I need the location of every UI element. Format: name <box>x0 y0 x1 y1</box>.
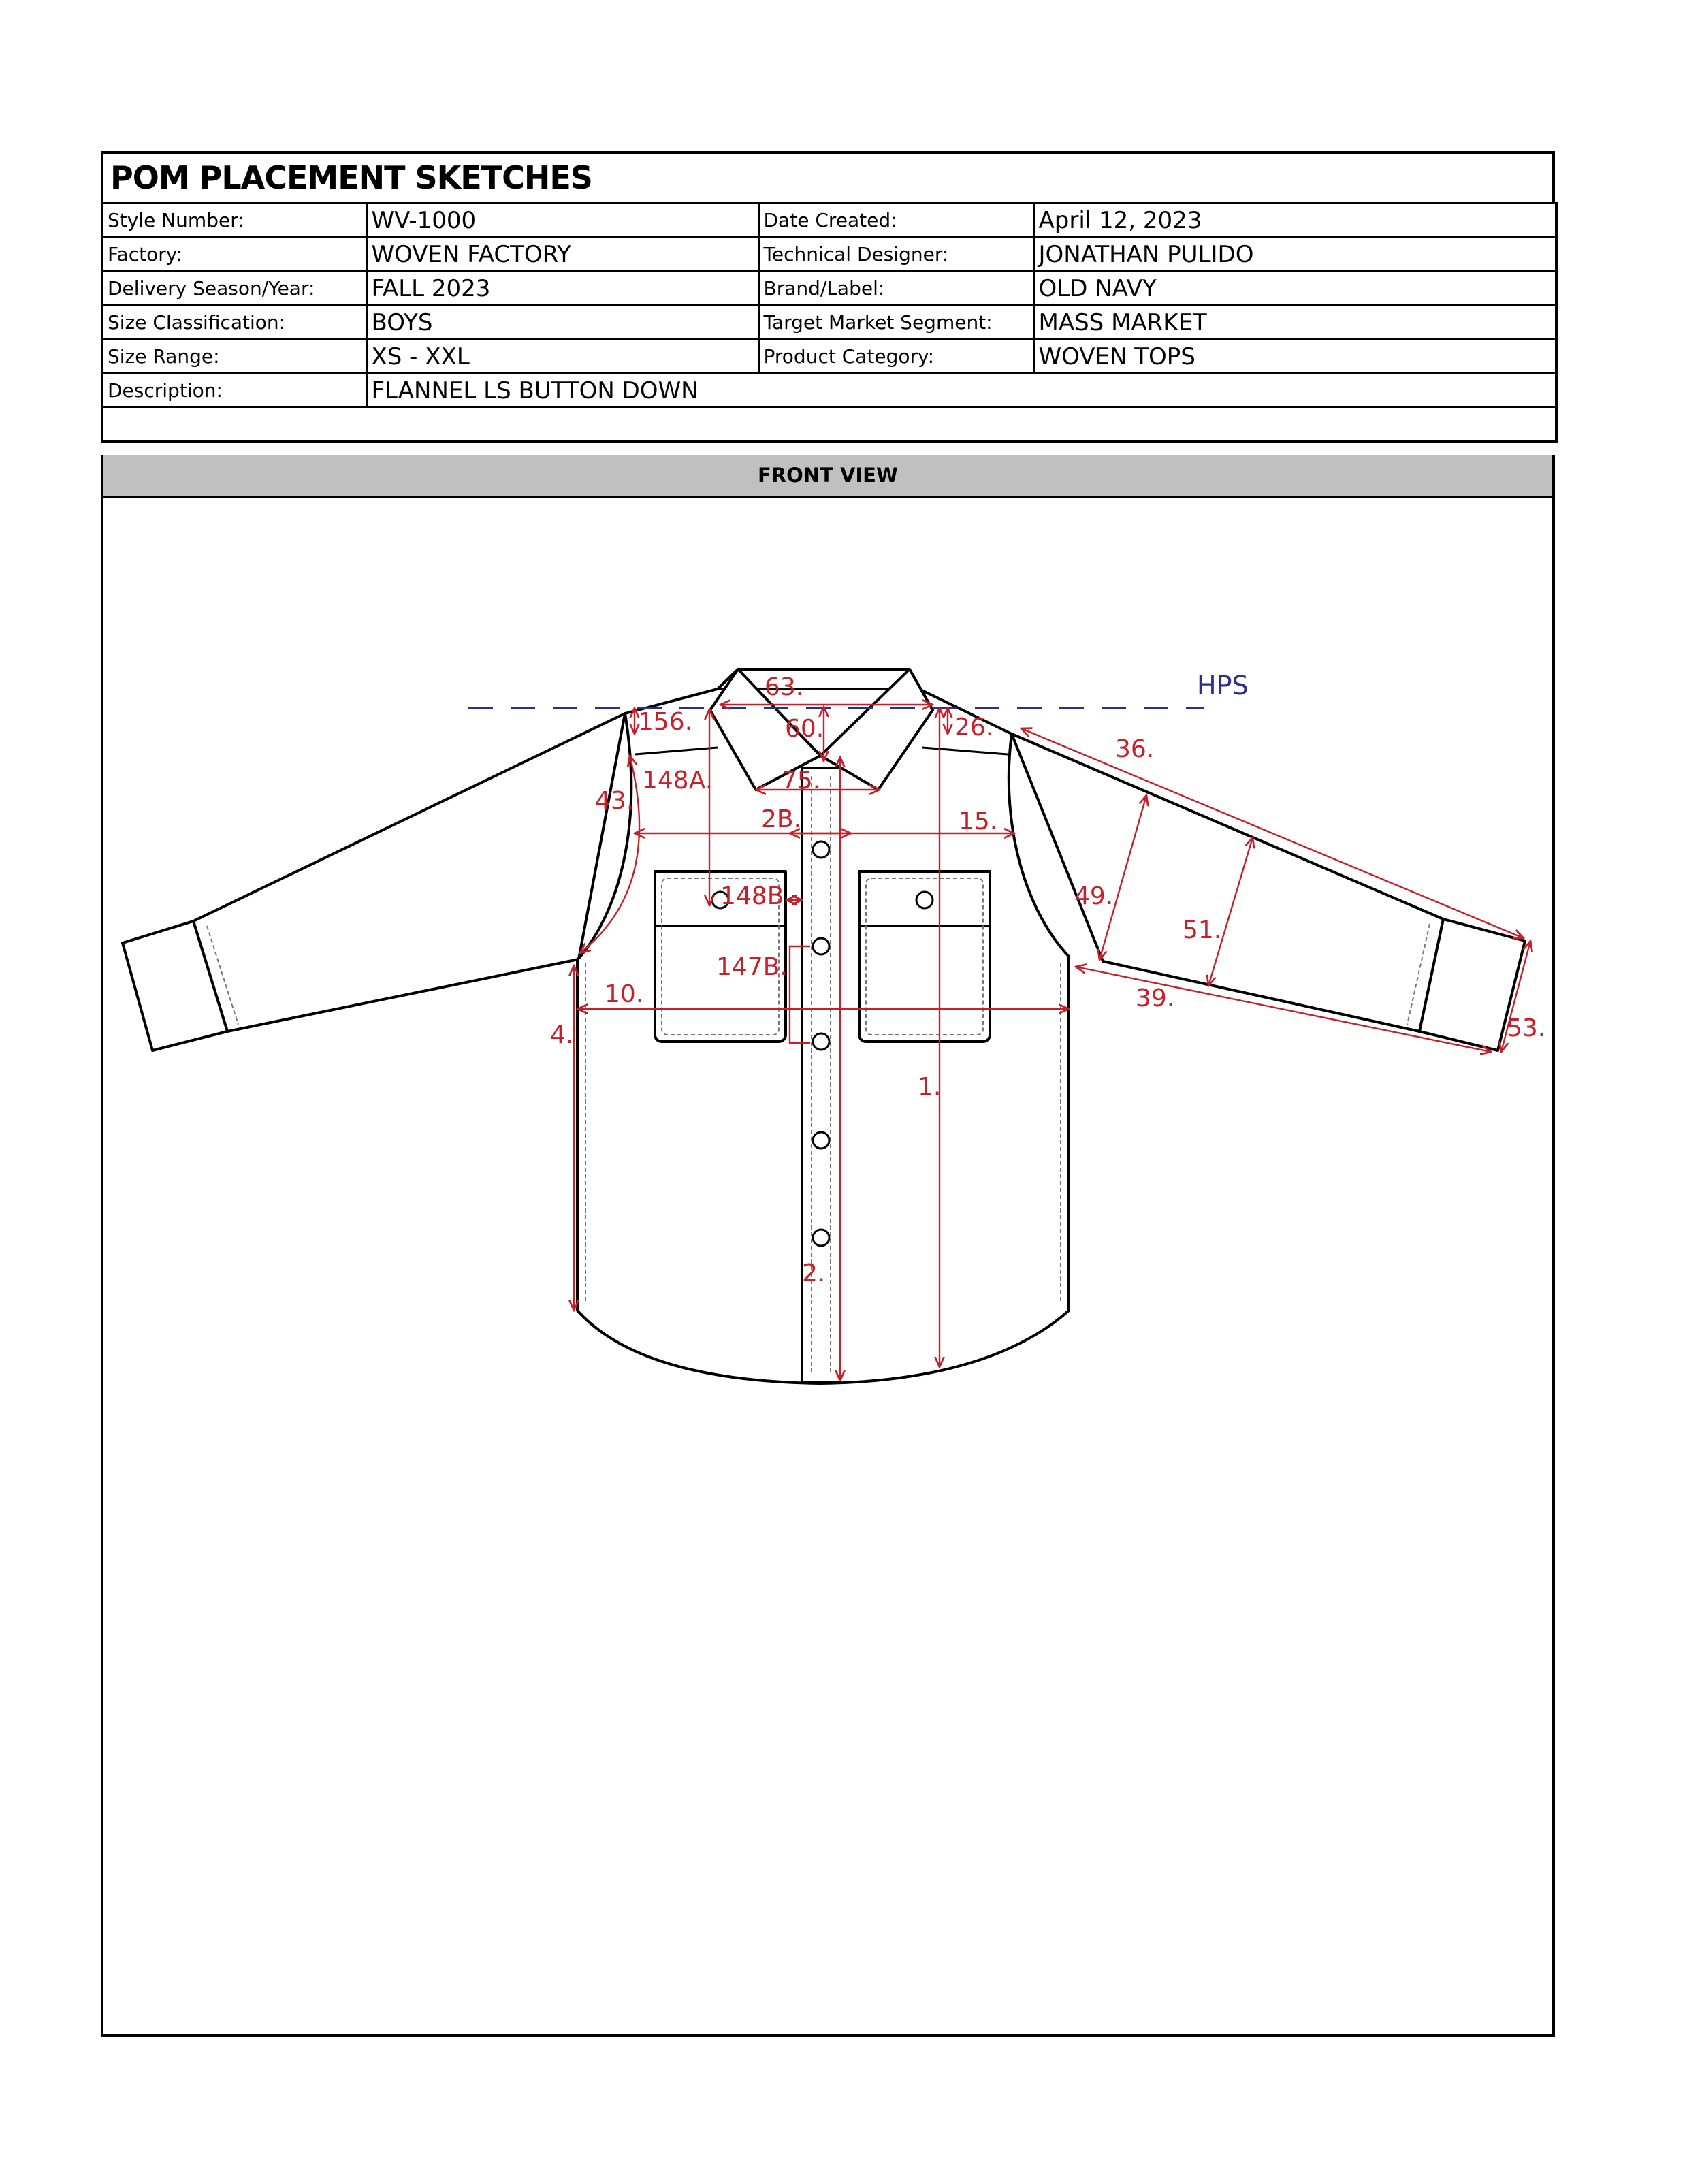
pom-label-75: 75. <box>782 767 821 794</box>
target-market-value[interactable]: MASS MARKET <box>1033 306 1556 340</box>
pom-label-36: 36. <box>1115 735 1155 763</box>
hps-label: HPS <box>1197 671 1249 701</box>
pom-label-148b: 148B <box>720 882 784 910</box>
size-range-label: Size Range: <box>102 340 366 374</box>
technical-designer-label: Technical Designer: <box>758 238 1033 272</box>
factory-label: Factory: <box>102 238 366 272</box>
style-number-label: Style Number: <box>102 203 366 238</box>
date-created-label: Date Created: <box>758 203 1033 238</box>
pom-label-10: 10. <box>605 980 644 1008</box>
pom-label-2b: 2B. <box>761 805 802 833</box>
pom-label-49: 49. <box>1074 882 1114 910</box>
pom-label-147b: 147B. <box>716 953 788 981</box>
pom-label-53: 53. <box>1507 1014 1546 1042</box>
pom-label-39: 39. <box>1136 984 1175 1012</box>
button-icon <box>813 1132 829 1149</box>
pom-label-1: 1. <box>918 1073 942 1101</box>
size-range-value[interactable]: XS - XXL <box>366 340 758 374</box>
factory-value[interactable]: WOVEN FACTORY <box>366 238 758 272</box>
style-number-value[interactable]: WV-1000 <box>366 203 758 238</box>
pom-label-43: 43. <box>595 787 635 815</box>
pom-label-156: 156. <box>638 708 693 736</box>
pom-label-148a: 148A. <box>642 767 713 794</box>
button-icon <box>813 938 829 954</box>
pom-label-51: 51. <box>1183 916 1222 944</box>
pom-label-4: 4. <box>550 1021 574 1049</box>
brand-label: Brand/Label: <box>758 272 1033 306</box>
pom-label-63: 63. <box>765 673 804 701</box>
pom-label-26: 26. <box>954 713 994 741</box>
pom-label-2: 2. <box>802 1259 826 1287</box>
description-value[interactable]: FLANNEL LS BUTTON DOWN <box>366 374 1556 408</box>
brand-value[interactable]: OLD NAVY <box>1033 272 1556 306</box>
size-class-label: Size Classification: <box>102 306 366 340</box>
button-icon <box>813 1230 829 1246</box>
size-class-value[interactable]: BOYS <box>366 306 758 340</box>
button-icon <box>813 841 829 858</box>
delivery-label: Delivery Season/Year: <box>102 272 366 306</box>
description-label: Description: <box>102 374 366 408</box>
button-icon <box>916 892 933 908</box>
front-view-header: FRONT VIEW <box>101 455 1555 496</box>
technical-designer-value[interactable]: JONATHAN PULIDO <box>1033 238 1556 272</box>
left-sleeve <box>193 713 625 1031</box>
button-icon <box>813 1033 829 1050</box>
pom-label-15: 15. <box>959 807 998 835</box>
page-title: POM PLACEMENT SKETCHES <box>101 151 1555 202</box>
delivery-value[interactable]: FALL 2023 <box>366 272 758 306</box>
product-category-value[interactable]: WOVEN TOPS <box>1033 340 1556 374</box>
pom-label-60: 60. <box>785 715 824 743</box>
target-market-label: Target Market Segment: <box>758 306 1033 340</box>
date-created-value[interactable]: April 12, 2023 <box>1033 203 1556 238</box>
product-category-label: Product Category: <box>758 340 1033 374</box>
